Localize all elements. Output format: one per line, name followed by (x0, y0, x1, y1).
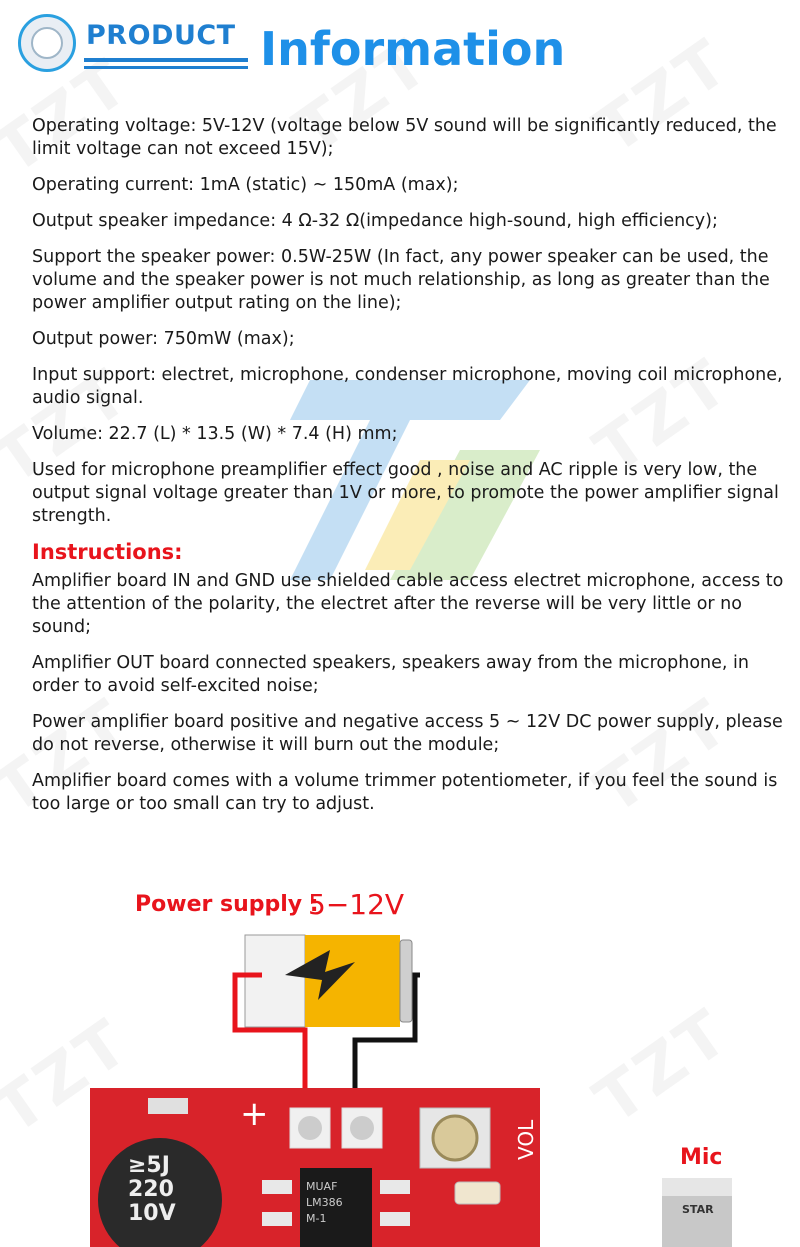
mic-label: Mic (680, 1145, 723, 1170)
instruction-item: Amplifier OUT board connected speakers, speakers away from the microphone, in order to avoid self-excited noise; (32, 653, 749, 696)
spec-item: Output power: 750mW (max); (32, 329, 295, 349)
spec-item: Volume: 22.7 (L) * 13.5 (W) * 7.4 (H) mm; (32, 424, 398, 444)
vol-label: VOL (514, 1119, 538, 1160)
chip-text: LM386 (306, 1196, 343, 1209)
amplifier-pcb (90, 1088, 540, 1247)
microphone-icon (662, 1178, 732, 1247)
spec-item: Operating voltage: 5V-12V (voltage below 5V sound will be significantly reduced, the limit voltage can not exceed 15V); (32, 116, 777, 159)
page-title: Information (260, 22, 566, 76)
plus-label: + (240, 1094, 269, 1134)
power-supply-value: 5−12V (308, 888, 405, 921)
spec-item: Used for microphone preamplifier effect good , noise and AC ripple is very low, the output signal voltage greater than 1V or more, to promote the power amplifier signal strength. (32, 460, 779, 526)
power-supply-label: Power supply : (135, 892, 319, 917)
capacitor-text: 220 (128, 1177, 174, 1202)
capacitor-text: 10V (128, 1201, 176, 1226)
product-badge: PRODUCT (86, 20, 236, 51)
instructions-heading: Instructions: (32, 540, 183, 564)
spec-item: Operating current: 1mA (static) ~ 150mA (max); (32, 175, 459, 195)
spec-item: Output speaker impedance: 4 Ω-32 Ω(impedance high-sound, high efficiency); (32, 211, 718, 231)
mic-brand: STAR (682, 1203, 714, 1216)
spec-item: Input support: electret, microphone, condenser microphone, moving coil microphone, audio signal. (32, 365, 783, 408)
capacitor-text: ≥5J (128, 1153, 170, 1178)
chip-text: MUAF (306, 1180, 338, 1193)
instruction-item: Power amplifier board positive and negative access 5 ~ 12V DC power supply, please do not reverse, otherwise it will burn out the module; (32, 712, 783, 755)
battery-icon (245, 935, 412, 1027)
instruction-item: Amplifier board IN and GND use shielded cable access electret microphone, access to the attention of the polarity, the electret after the reverse will be very little or no sound; (32, 571, 784, 637)
chip-text: M-1 (306, 1212, 327, 1225)
spec-item: Support the speaker power: 0.5W-25W (In fact, any power speaker can be used, the volume and the speaker power is not much relationship, as long as greater than the power amplifier output rating on the line); (32, 247, 770, 313)
instruction-item: Amplifier board comes with a volume trimmer potentiometer, if you feel the sound is too large or too small can try to adjust. (32, 771, 778, 814)
